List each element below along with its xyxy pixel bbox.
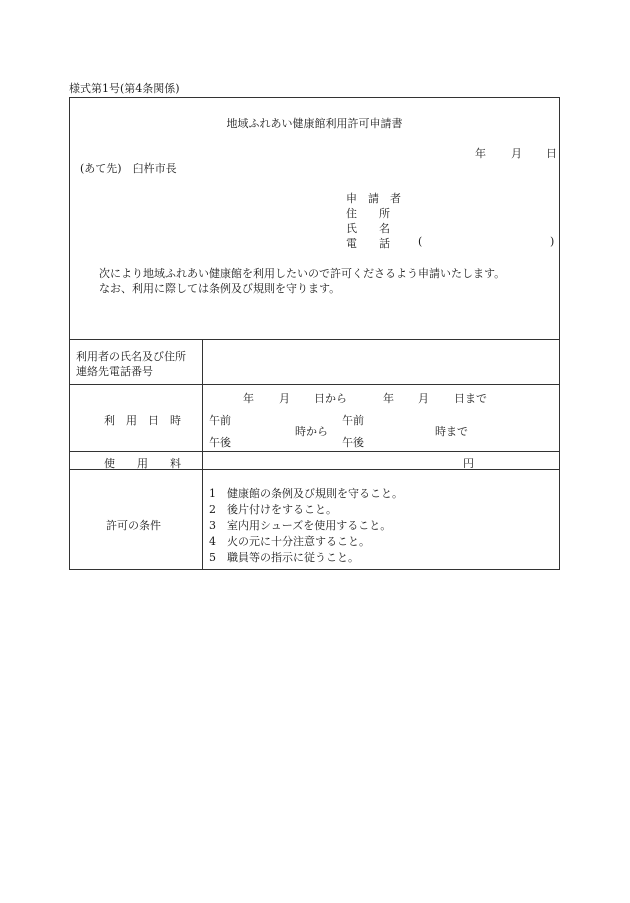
applicant-phone-label: 電 話 xyxy=(346,237,390,250)
table-line-2 xyxy=(70,384,559,385)
to-month: 月 xyxy=(418,392,429,405)
table-column-divider xyxy=(202,339,203,570)
condition-4: 4 火の元に十分注意すること。 xyxy=(209,535,370,548)
to-year: 年 xyxy=(383,392,394,405)
to-day: 日まで xyxy=(454,392,487,405)
applicant-address-label: 住 所 xyxy=(346,207,390,220)
table-line-3 xyxy=(70,451,559,452)
from-year: 年 xyxy=(243,392,254,405)
date-month: 月 xyxy=(511,147,522,160)
from-pm: 午後 xyxy=(209,436,231,449)
body-text-line-1: 次により地域ふれあい健康館を利用したいので許可くださるよう申請いたします。 xyxy=(99,267,506,280)
date-year: 年 xyxy=(475,147,486,160)
to-pm: 午後 xyxy=(342,436,364,449)
from-month: 月 xyxy=(279,392,290,405)
to-time: 時まで xyxy=(435,425,468,438)
applicant-name-label: 氏 名 xyxy=(346,222,390,235)
condition-2: 2 後片付けをすること。 xyxy=(209,503,337,516)
form-number: 様式第1号(第4条関係) xyxy=(69,82,180,95)
from-day: 日から xyxy=(314,392,347,405)
application-form xyxy=(69,97,560,570)
table-top-line xyxy=(70,339,559,340)
phone-close-paren: ) xyxy=(550,235,555,248)
date-day: 日 xyxy=(546,147,557,160)
to-am: 午前 xyxy=(342,414,364,427)
form-title: 地域ふれあい健康館利用許可申請書 xyxy=(226,117,403,130)
body-text-line-2: なお、利用に際しては条例及び規則を守ります。 xyxy=(99,282,341,295)
user-info-label-2: 連絡先電話番号 xyxy=(76,365,153,378)
addressee: (あて先) 臼杵市長 xyxy=(80,162,177,175)
phone-open-paren: ( xyxy=(418,235,423,248)
fee-unit: 円 xyxy=(463,457,474,470)
condition-5: 5 職員等の指示に従うこと。 xyxy=(209,551,359,564)
date-row-label: 利 用 日 時 xyxy=(104,414,181,427)
from-time: 時から xyxy=(295,425,328,438)
conditions-label: 許可の条件 xyxy=(106,519,161,532)
applicant-label: 申 請 者 xyxy=(346,192,401,205)
fee-label: 使 用 料 xyxy=(104,457,181,470)
from-am: 午前 xyxy=(209,414,231,427)
condition-1: 1 健康館の条例及び規則を守ること。 xyxy=(209,487,403,500)
user-info-label-1: 利用者の氏名及び住所 xyxy=(76,350,186,363)
condition-3: 3 室内用シューズを使用すること。 xyxy=(209,519,392,532)
